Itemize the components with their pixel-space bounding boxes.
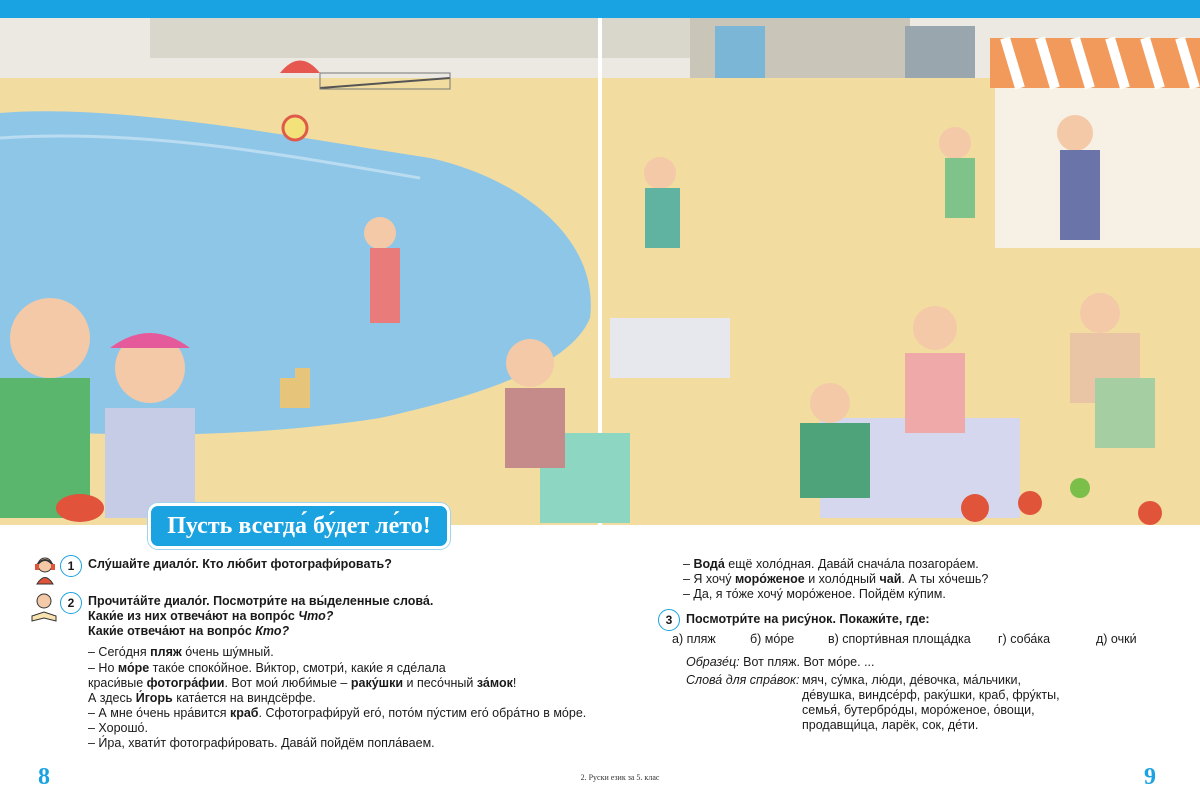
dialogue-line-5: – А мне о́чень нра́вится краб. Сфотографи́руй его́, пото́м пу́стим его́ обра́тно в мо́ре. xyxy=(88,706,587,720)
dialogue-line-2: – Но мо́ре тако́е споко́йное. Ви́ктор, смотри́, каки́е я сде́лала xyxy=(88,661,446,675)
dialogue-line-9: – Я хочу́ моро́женое и холо́дный чай. А ты хо́чешь? xyxy=(683,572,989,586)
task-2-question-who: Каки́е отвеча́ют на вопро́с Кто? xyxy=(88,624,290,638)
page-title: Пусть всегда́ бу́дет ле́то! xyxy=(148,503,450,549)
task-1-text: Слу́шайте диало́г. Кто лю́бит фотографи́ровать? xyxy=(88,557,392,571)
footer-note: 2. Руски език за 5. клас xyxy=(580,773,660,782)
headphones-person-icon xyxy=(32,555,58,585)
option-e: д) очки́ xyxy=(1096,632,1137,646)
dialogue-line-8: – Вода́ ещё холо́дная. Дава́й снача́ла позагора́ем. xyxy=(683,557,979,571)
dialogue-line-3: краси́вые фотогра́фии. Вот мои́ люби́мые – раку́шки и песо́чный за́мок! xyxy=(88,676,517,690)
words-line-4: продавщи́ца, ларёк, сок, де́ти. xyxy=(802,718,979,732)
reading-person-icon xyxy=(30,592,58,622)
task-2-instruction: Прочита́йте диало́г. Посмотри́те на вы́деленные слова́. xyxy=(88,594,434,608)
dialogue-line-7: – И́ра, хвати́т фотографи́ровать. Дава́й пойдём попла́ваем. xyxy=(88,736,435,750)
sample-line: Образе́ц: Вот пляж. Вот мо́ре. ... xyxy=(686,655,875,669)
dialogue-line-10: – Да, я то́же хочу́ моро́женое. Пойдём ку́пим. xyxy=(683,587,946,601)
option-c: в) спорти́вная площа́дка xyxy=(828,632,971,646)
dialogue-line-1: – Сего́дня пляж о́чень шу́мный. xyxy=(88,645,274,659)
words-line-3: семья́, бутербро́ды, моро́женое, о́вощи, xyxy=(802,703,1035,717)
page-number-left: 8 xyxy=(38,764,50,790)
task-1-number: 1 xyxy=(60,555,82,577)
option-b: б) мо́ре xyxy=(750,632,795,646)
task-3-number: 3 xyxy=(658,609,680,631)
task-3-text: Посмотри́те на рису́нок. Покажи́те, где: xyxy=(686,612,930,626)
beach-illustration xyxy=(0,18,1200,525)
option-d: г) соба́ка xyxy=(998,632,1051,646)
words-label: Слова́ для спра́вок: xyxy=(686,673,800,687)
task-2-number: 2 xyxy=(60,592,82,614)
dialogue-line-4: А здесь И́горь ката́ется на виндсёрфе. xyxy=(88,691,316,705)
task-2-question-what: Каки́е из них отвеча́ют на вопро́с Что? xyxy=(88,609,334,623)
words-line-2: де́вушка, виндсе́рф, раку́шки, краб, фру́кты, xyxy=(802,688,1060,702)
words-line-1: мяч, су́мка, лю́ди, де́вочка, ма́льчики, xyxy=(802,673,1021,687)
dialogue-line-6: – Хорошо́. xyxy=(88,721,148,735)
page-number-right: 9 xyxy=(1144,764,1156,790)
option-a: а) пляж xyxy=(672,632,716,646)
top-color-bar xyxy=(0,0,1200,18)
